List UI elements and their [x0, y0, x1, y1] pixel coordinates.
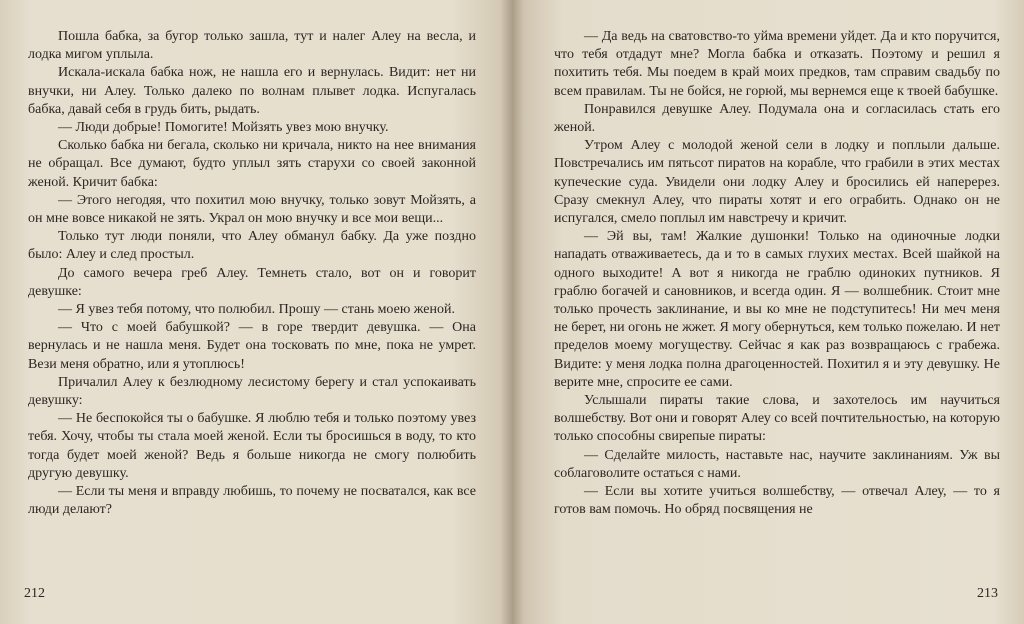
paragraph: Искала-искала бабка нож, не нашла его и вернулась. Видит: нет ни внучки, ни Алеу. Только далеко по волнам плывет лодка. Испугалась бабка, давай себя в грудь бить, рыдать.	[28, 65, 476, 117]
paragraph: Утром Алеу с молодой женой сели в лодку и поплыли дальше. Повстречались им пятьсот пиратов на корабле, что грабили в этих местах купеческие суда. Увидели они лодку Алеу и бросились ей наперерез. Сразу смекнул Алеу, что пираты хотят и его ограбить. Однако он не испугался, смело поплыл им навстречу и кричит.	[554, 138, 1000, 227]
paragraph: Сколько бабка ни бегала, сколько ни кричала, никто на нее внимания не обращал. Все думают, будто уплыл зять старухи со своей законной женой. Кричит бабка:	[28, 138, 476, 190]
paragraph: Понравился девушке Алеу. Подумала она и согласилась стать его женой.	[554, 101, 1000, 136]
paragraph: — Что с моей бабушкой? — в горе твердит девушка. — Она вернулась и не нашла меня. Будет она тосковать по мне, пока не умрет. Вези меня обратно, или я утоплюсь!	[28, 320, 476, 372]
paragraph: — Не беспокойся ты о бабушке. Я люблю тебя и только поэтому увез тебя. Хочу, чтобы ты стала моей женой. Если ты бросишься в воду, то кто тогда будет моей женой? Ведь я больше никогда не смогу полюбить другую девушку.	[28, 411, 476, 481]
paragraph: — Если ты меня и вправду любишь, то почему не посватался, как все люди делают?	[28, 484, 476, 518]
paragraph: До самого вечера греб Алеу. Темнеть стало, вот он и говорит девушке:	[28, 265, 476, 299]
paragraph: — Я увез тебя потому, что полюбил. Прошу — стань моею женой.	[58, 302, 455, 318]
paragraph: — Если вы хотите учиться волшебству, — отвечал Алеу, — то я готов вам помочь. Но обряд посвящения не	[554, 484, 1000, 518]
book-gutter	[500, 0, 524, 624]
paragraph: Причалил Алеу к безлюдному лесистому берегу и стал успокаивать девушку:	[28, 374, 476, 409]
page-number-left: 212	[24, 586, 45, 601]
paragraph: Только тут люди поняли, что Алеу обманул бабку. Да уже поздно было: Алеу и след простыл.	[28, 229, 476, 263]
right-page	[512, 0, 1024, 624]
right-page-text	[554, 28, 1000, 519]
left-page-text	[28, 28, 476, 519]
paragraph: — Эй вы, там! Жалкие душонки! Только на одиночные лодки нападать отваживаетесь, да и то в самых глухих местах. Всей шайкой на одного выходите! А вот я никогда не граблю одиноких путников. Я граблю богачей и сановников, и всегда один. Я — волшебник. Стоит мне только прочесть заклинание, и вы ко мне не подступитесь! Ни меч меня не берет, ни огонь не жжет. Я могу обернуться, кем только пожелаю. И нет пределов моему могуществу. Сейчас я как раз возвращаюсь с грабежа. Видите: у меня лодка полна драгоценностей. Похитил я и эту девушку. Не верите мне, спросите ее сами.	[554, 229, 1000, 390]
paragraph: Пошла бабка, за бугор только зашла, тут и налег Алеу на весла, и лодка мигом уплыла.	[28, 29, 476, 63]
paragraph: — Этого негодяя, что похитил мою внучку, только зовут Мойзять, а он мне вовсе никакой не зять. Украл он мою внучку и все мои вещи...	[28, 192, 476, 227]
page-number-right: 213	[977, 586, 998, 601]
paragraph: — Сделайте милость, наставьте нас, научите заклинаниям. Уж вы соблаговолите остаться с нами.	[554, 447, 1000, 481]
paragraph: — Да ведь на сватовство-то уйма времени уйдет. Да и кто поручится, что тебя отдадут мне? Могла бабка и отказать. Поэтому и решил я похитить тебя. Мы поедем в край моих предков, там справим свадьбу по всем правилам. Ты не бойся, не горюй, мы вернемся еще к твоей бабушке.	[554, 29, 1000, 99]
paragraph: Услышали пираты такие слова, и захотелось им научиться волшебству. Вот они и говорят Алеу со всей почтительностью, на которую только способны свирепые пираты:	[554, 393, 1000, 445]
paragraph: — Люди добрые! Помогите! Мойзять увез мою внучку.	[58, 120, 389, 136]
